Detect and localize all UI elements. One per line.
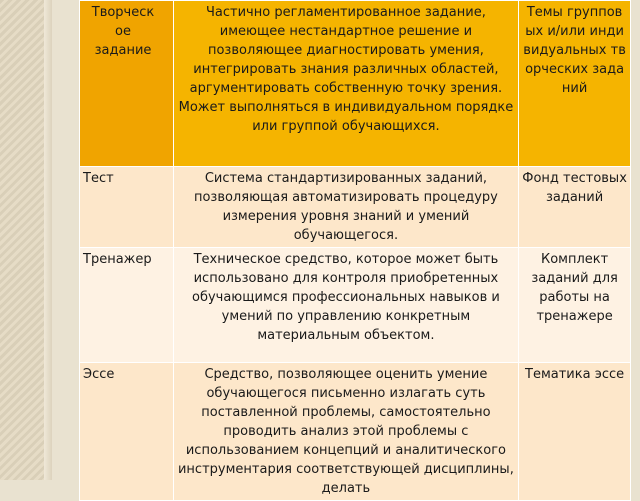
table-row (80, 248, 631, 363)
table-row (80, 1, 631, 167)
tool-name-cell (80, 1, 174, 167)
tool-name-line: ое (115, 24, 131, 39)
decorative-border (44, 0, 52, 480)
tool-name: Эссе (83, 367, 115, 382)
tool-description-cell: Система стандартизированных заданий, позволяющая автоматизировать процедуру измерения уровня знаний и умений обучающегося. (173, 167, 519, 248)
tool-name: Тренажер (83, 252, 152, 267)
table-row (80, 167, 631, 248)
tool-name-line: Творческ (91, 5, 155, 20)
tool-name-cell (80, 248, 174, 363)
tool-material-cell: Тематика эссе (519, 363, 631, 501)
tool-name-cell (80, 167, 174, 248)
evaluation-tools-table (79, 0, 631, 501)
tool-name: Тест (83, 171, 114, 186)
tool-material-cell: Фонд тестовых заданий (519, 167, 631, 248)
tool-name-line: задание (94, 43, 152, 58)
tool-material-cell: Темы групповых и/или индивидуальных творческих заданий (519, 1, 631, 167)
decorative-stripes (0, 0, 46, 480)
tool-description-cell: Средство, позволяющее оценить умение обучающегося письменно излагать суть поставленной проблемы, самостоятельно проводить анализ этой проблемы с использованием концепций и аналитического инструментария соответствующей дисциплины, делать (173, 363, 519, 501)
tool-description-cell: Частично регламентированное задание, имеющее нестандартное решение и позволяющее диагностировать умения, интегрировать знания различных областей, аргументировать собственную точку зрения. Может выполняться в индивидуальном порядке или группой обучающихся. (173, 1, 519, 167)
tool-material-cell: Комплект заданий для работы на тренажере (519, 248, 631, 363)
tool-description-cell: Техническое средство, которое может быть использовано для контроля приобретенных обучающимся профессиональных навыков и умений по управлению конкретным материальным объектом. (173, 248, 519, 363)
